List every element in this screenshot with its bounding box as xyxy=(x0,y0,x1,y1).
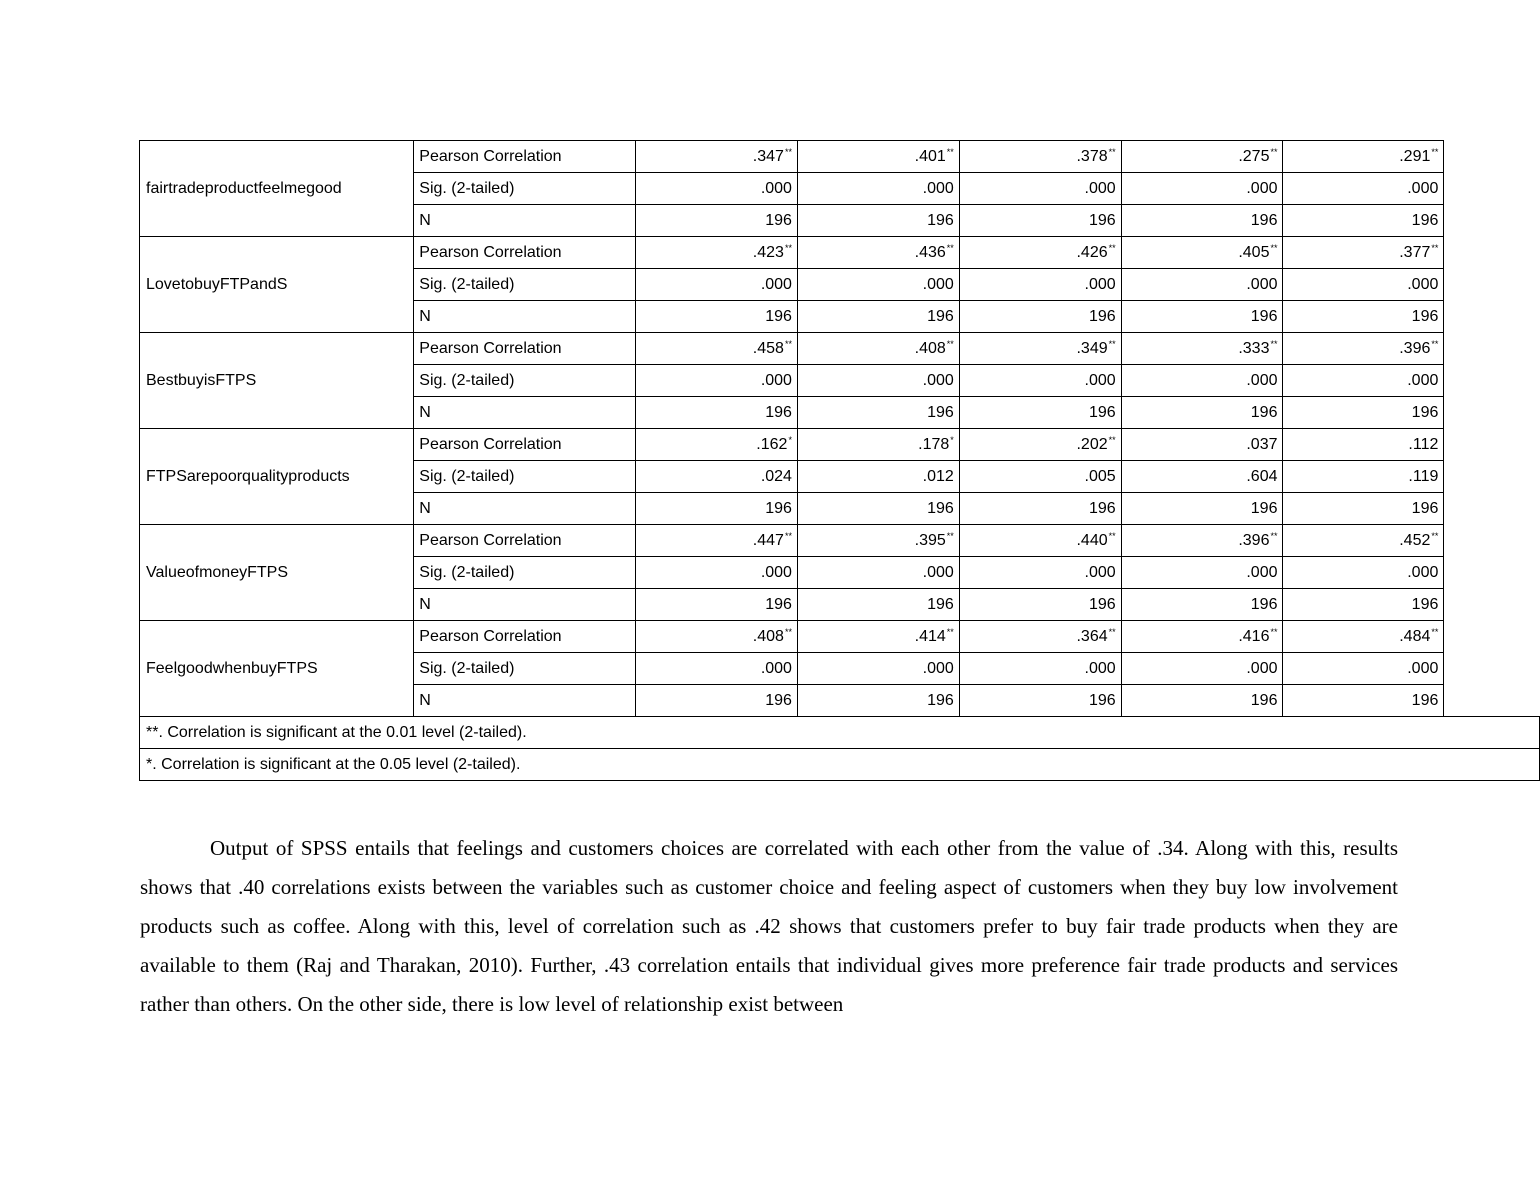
significance-marker: * xyxy=(950,434,954,445)
value-cell xyxy=(636,141,798,173)
value-cell xyxy=(797,205,959,237)
value-cell xyxy=(959,653,1121,685)
variable-name-cell: FeelgoodwhenbuyFTPS xyxy=(140,621,414,717)
value-text: .447 xyxy=(752,531,784,549)
value-text: 196 xyxy=(1088,307,1116,325)
value-cell xyxy=(959,301,1121,333)
value-cell xyxy=(1121,461,1283,493)
value-text: .000 xyxy=(760,371,792,389)
value-cell xyxy=(1283,301,1444,333)
table-row xyxy=(140,621,1540,653)
value-text: 196 xyxy=(927,211,954,229)
statistic-label-cell: Pearson Correlation xyxy=(414,237,636,269)
value-cell xyxy=(959,621,1121,653)
value-text: .000 xyxy=(1246,371,1278,389)
value-cell xyxy=(959,365,1121,397)
value-text: .414 xyxy=(914,627,946,645)
value-text: 196 xyxy=(1411,691,1439,709)
significance-marker: ** xyxy=(784,626,792,637)
value-cell xyxy=(636,685,798,717)
value-text: .395 xyxy=(914,531,946,549)
value-text: .426 xyxy=(1076,243,1108,261)
value-cell xyxy=(636,493,798,525)
value-cell xyxy=(1121,493,1283,525)
value-cell xyxy=(959,397,1121,429)
statistic-label-cell: N xyxy=(414,301,636,333)
value-cell xyxy=(797,141,959,173)
value-cell xyxy=(1283,333,1444,365)
value-text: .000 xyxy=(1407,659,1439,677)
variable-name-cell: BestbuyisFTPS xyxy=(140,333,414,429)
value-cell xyxy=(1283,461,1444,493)
value-cell xyxy=(797,333,959,365)
value-text: .291 xyxy=(1399,147,1431,165)
value-cell xyxy=(959,461,1121,493)
value-cell xyxy=(1121,525,1283,557)
significance-marker: ** xyxy=(1108,434,1116,445)
value-cell xyxy=(1283,397,1444,429)
analysis-paragraph: Output of SPSS entails that feelings and customers choices are correlated with each other from the value of .34. Along with this, results shows that .40 correlations exists between the variables such as customer choice and feeling aspect of customers when they buy low involvement products such as coffee. Along with this, level of correlation such as .42 shows that customers prefer to buy fair trade products when they are available to them (Raj and Tharakan, 2010). Further, .43 correlation entails that individual gives more preference fair trade products and services rather than others. On the other side, there is low level of relationship exist between xyxy=(140,836,1398,1016)
value-cell xyxy=(1121,621,1283,653)
value-text: 196 xyxy=(927,403,954,421)
value-cell xyxy=(959,205,1121,237)
value-text: 196 xyxy=(765,403,792,421)
value-cell xyxy=(1283,589,1444,621)
value-text: .000 xyxy=(922,563,954,581)
value-text: 196 xyxy=(1411,499,1439,517)
value-text: .000 xyxy=(1407,275,1439,293)
value-cell xyxy=(1121,557,1283,589)
value-text: .436 xyxy=(914,243,946,261)
statistic-label-cell: N xyxy=(414,685,636,717)
significance-marker: ** xyxy=(1108,338,1116,349)
significance-marker: ** xyxy=(1431,626,1439,637)
value-cell xyxy=(636,237,798,269)
value-text: .037 xyxy=(1246,435,1278,453)
value-text: .000 xyxy=(760,179,792,197)
value-text: .000 xyxy=(922,275,954,293)
value-text: 196 xyxy=(1250,499,1278,517)
value-cell xyxy=(1283,429,1444,461)
value-text: .458 xyxy=(752,339,784,357)
significance-marker: ** xyxy=(1431,530,1439,541)
value-cell xyxy=(797,397,959,429)
value-cell xyxy=(797,685,959,717)
significance-marker: ** xyxy=(946,626,954,637)
value-text: 196 xyxy=(765,691,792,709)
value-cell xyxy=(1283,653,1444,685)
value-cell xyxy=(797,621,959,653)
statistic-label-cell: Pearson Correlation xyxy=(414,621,636,653)
table-row xyxy=(140,333,1540,365)
value-text: .112 xyxy=(1408,435,1439,453)
value-cell xyxy=(1121,589,1283,621)
value-text: .178 xyxy=(918,435,950,453)
value-cell xyxy=(1121,205,1283,237)
value-text: 196 xyxy=(1088,211,1116,229)
value-text: 196 xyxy=(1088,691,1116,709)
value-text: .378 xyxy=(1076,147,1108,165)
value-text: 196 xyxy=(765,211,792,229)
table-row xyxy=(140,429,1540,461)
value-cell xyxy=(1283,557,1444,589)
table-row xyxy=(140,141,1540,173)
value-text: .012 xyxy=(922,467,954,485)
statistic-label-cell: Sig. (2-tailed) xyxy=(414,557,636,589)
value-cell xyxy=(959,685,1121,717)
value-text: .000 xyxy=(1246,563,1278,581)
significance-marker: ** xyxy=(946,530,954,541)
value-cell xyxy=(1121,685,1283,717)
value-text: .364 xyxy=(1076,627,1108,645)
significance-marker: ** xyxy=(1108,146,1116,157)
statistic-label-cell: Sig. (2-tailed) xyxy=(414,461,636,493)
value-cell xyxy=(636,429,798,461)
value-text: .377 xyxy=(1399,243,1431,261)
value-text: .000 xyxy=(922,659,954,677)
value-cell xyxy=(1121,365,1283,397)
value-text: .275 xyxy=(1238,147,1270,165)
footnote-row xyxy=(140,749,1540,781)
significance-marker: ** xyxy=(784,242,792,253)
statistic-label-cell: Sig. (2-tailed) xyxy=(414,269,636,301)
value-cell xyxy=(636,461,798,493)
significance-marker: ** xyxy=(784,530,792,541)
value-text: .396 xyxy=(1399,339,1431,357)
value-cell xyxy=(797,173,959,205)
value-text: .408 xyxy=(914,339,946,357)
value-text: .405 xyxy=(1238,243,1270,261)
value-cell xyxy=(1121,397,1283,429)
value-cell xyxy=(797,461,959,493)
value-cell xyxy=(636,621,798,653)
value-cell xyxy=(797,429,959,461)
value-text: .452 xyxy=(1399,531,1431,549)
value-text: 196 xyxy=(1250,595,1278,613)
value-text: .024 xyxy=(760,467,792,485)
value-text: 196 xyxy=(927,499,954,517)
value-cell xyxy=(797,557,959,589)
value-cell xyxy=(636,653,798,685)
value-cell xyxy=(1283,685,1444,717)
value-text: 196 xyxy=(765,499,792,517)
significance-marker: ** xyxy=(1108,242,1116,253)
value-text: .000 xyxy=(1407,563,1439,581)
value-cell xyxy=(1283,205,1444,237)
value-text: 196 xyxy=(765,307,792,325)
significance-marker: ** xyxy=(946,338,954,349)
significance-marker: ** xyxy=(1270,338,1278,349)
value-text: .604 xyxy=(1246,467,1278,485)
significance-marker: ** xyxy=(1108,626,1116,637)
footnote-row xyxy=(140,717,1540,749)
value-cell xyxy=(1121,333,1283,365)
value-cell xyxy=(1283,269,1444,301)
value-text: 196 xyxy=(1088,403,1116,421)
significance-marker: ** xyxy=(784,338,792,349)
variable-name-cell: ValueofmoneyFTPS xyxy=(140,525,414,621)
value-cell xyxy=(959,173,1121,205)
value-text: .000 xyxy=(760,275,792,293)
value-text: 196 xyxy=(1411,307,1439,325)
value-cell xyxy=(797,269,959,301)
statistic-label-cell: Pearson Correlation xyxy=(414,429,636,461)
significance-marker: ** xyxy=(1270,626,1278,637)
value-cell xyxy=(797,493,959,525)
significance-marker: ** xyxy=(784,146,792,157)
value-text: 196 xyxy=(1411,403,1439,421)
statistic-label-cell: N xyxy=(414,589,636,621)
value-text: .423 xyxy=(752,243,784,261)
value-cell xyxy=(1283,621,1444,653)
significance-marker: * xyxy=(788,434,792,445)
value-text: .000 xyxy=(1407,371,1439,389)
value-text: .000 xyxy=(1246,179,1278,197)
value-cell xyxy=(797,237,959,269)
correlation-table xyxy=(139,140,1540,781)
value-text: .000 xyxy=(1084,371,1116,389)
significance-marker: ** xyxy=(1270,530,1278,541)
value-cell xyxy=(1121,237,1283,269)
value-cell xyxy=(1121,429,1283,461)
variable-name-cell: fairtradeproductfeelmegood xyxy=(140,141,414,237)
value-text: .000 xyxy=(1084,563,1116,581)
value-cell xyxy=(1121,653,1283,685)
value-cell xyxy=(636,525,798,557)
value-cell xyxy=(1283,237,1444,269)
value-text: .000 xyxy=(1084,275,1116,293)
significance-marker: ** xyxy=(946,146,954,157)
value-cell xyxy=(1121,141,1283,173)
value-cell xyxy=(636,397,798,429)
variable-name-cell: LovetobuyFTPandS xyxy=(140,237,414,333)
significance-marker: ** xyxy=(1108,530,1116,541)
statistic-label-cell: Pearson Correlation xyxy=(414,141,636,173)
value-cell xyxy=(959,237,1121,269)
value-cell xyxy=(1283,141,1444,173)
value-text: .000 xyxy=(760,563,792,581)
value-text: .000 xyxy=(922,371,954,389)
value-cell xyxy=(636,269,798,301)
correlation-table-body xyxy=(140,141,1540,781)
value-text: .347 xyxy=(752,147,784,165)
statistic-label-cell: Sig. (2-tailed) xyxy=(414,365,636,397)
value-text: .333 xyxy=(1238,339,1270,357)
value-cell xyxy=(959,525,1121,557)
value-text: 196 xyxy=(1250,211,1278,229)
value-cell xyxy=(959,269,1121,301)
significance-marker: ** xyxy=(1431,338,1439,349)
value-cell xyxy=(636,365,798,397)
value-text: 196 xyxy=(927,595,954,613)
value-text: .202 xyxy=(1076,435,1108,453)
value-cell xyxy=(797,525,959,557)
value-cell xyxy=(1283,173,1444,205)
statistic-label-cell: N xyxy=(414,493,636,525)
significance-marker: ** xyxy=(1270,242,1278,253)
value-text: 196 xyxy=(765,595,792,613)
value-text: .440 xyxy=(1076,531,1108,549)
value-text: 196 xyxy=(1250,307,1278,325)
statistic-label-cell: Pearson Correlation xyxy=(414,525,636,557)
value-cell xyxy=(959,557,1121,589)
value-text: .119 xyxy=(1408,467,1439,485)
value-cell xyxy=(797,653,959,685)
value-cell xyxy=(797,365,959,397)
value-text: 196 xyxy=(1250,403,1278,421)
value-text: .396 xyxy=(1238,531,1270,549)
statistic-label-cell: Sig. (2-tailed) xyxy=(414,653,636,685)
value-text: .000 xyxy=(760,659,792,677)
value-cell xyxy=(636,301,798,333)
value-text: .408 xyxy=(752,627,784,645)
value-text: .484 xyxy=(1399,627,1431,645)
value-cell xyxy=(636,333,798,365)
value-cell xyxy=(797,589,959,621)
value-text: .000 xyxy=(922,179,954,197)
value-cell xyxy=(959,429,1121,461)
significance-marker: ** xyxy=(1270,146,1278,157)
value-cell xyxy=(1121,173,1283,205)
value-text: .000 xyxy=(1246,275,1278,293)
value-cell xyxy=(959,493,1121,525)
significance-marker: ** xyxy=(946,242,954,253)
value-text: .000 xyxy=(1246,659,1278,677)
value-text: .416 xyxy=(1238,627,1270,645)
footnote-cell: *. Correlation is significant at the 0.05 level (2-tailed). xyxy=(140,749,1540,781)
footnote-cell: **. Correlation is significant at the 0.01 level (2-tailed). xyxy=(140,717,1540,749)
value-cell xyxy=(636,557,798,589)
value-cell xyxy=(797,301,959,333)
value-text: .162 xyxy=(756,435,788,453)
significance-marker: ** xyxy=(1431,242,1439,253)
value-cell xyxy=(959,333,1121,365)
value-text: .005 xyxy=(1084,467,1116,485)
value-cell xyxy=(1283,365,1444,397)
value-text: 196 xyxy=(1411,211,1439,229)
value-text: .000 xyxy=(1084,179,1116,197)
value-cell xyxy=(959,589,1121,621)
value-cell xyxy=(959,141,1121,173)
variable-name-cell: FTPSarepoorqualityproducts xyxy=(140,429,414,525)
value-text: .000 xyxy=(1407,179,1439,197)
value-text: 196 xyxy=(1088,499,1116,517)
value-cell xyxy=(1121,269,1283,301)
value-text: .401 xyxy=(914,147,946,165)
table-row xyxy=(140,525,1540,557)
value-text: 196 xyxy=(1250,691,1278,709)
value-cell xyxy=(636,173,798,205)
statistic-label-cell: N xyxy=(414,397,636,429)
statistic-label-cell: N xyxy=(414,205,636,237)
statistic-label-cell: Sig. (2-tailed) xyxy=(414,173,636,205)
value-cell xyxy=(1121,301,1283,333)
value-text: 196 xyxy=(1088,595,1116,613)
value-text: 196 xyxy=(927,691,954,709)
value-cell xyxy=(636,205,798,237)
value-text: .349 xyxy=(1076,339,1108,357)
significance-marker: ** xyxy=(1431,146,1439,157)
value-cell xyxy=(1283,493,1444,525)
value-cell xyxy=(1283,525,1444,557)
table-row xyxy=(140,237,1540,269)
value-text: .000 xyxy=(1084,659,1116,677)
statistic-label-cell: Pearson Correlation xyxy=(414,333,636,365)
value-cell xyxy=(636,589,798,621)
value-text: 196 xyxy=(1411,595,1439,613)
value-text: 196 xyxy=(927,307,954,325)
